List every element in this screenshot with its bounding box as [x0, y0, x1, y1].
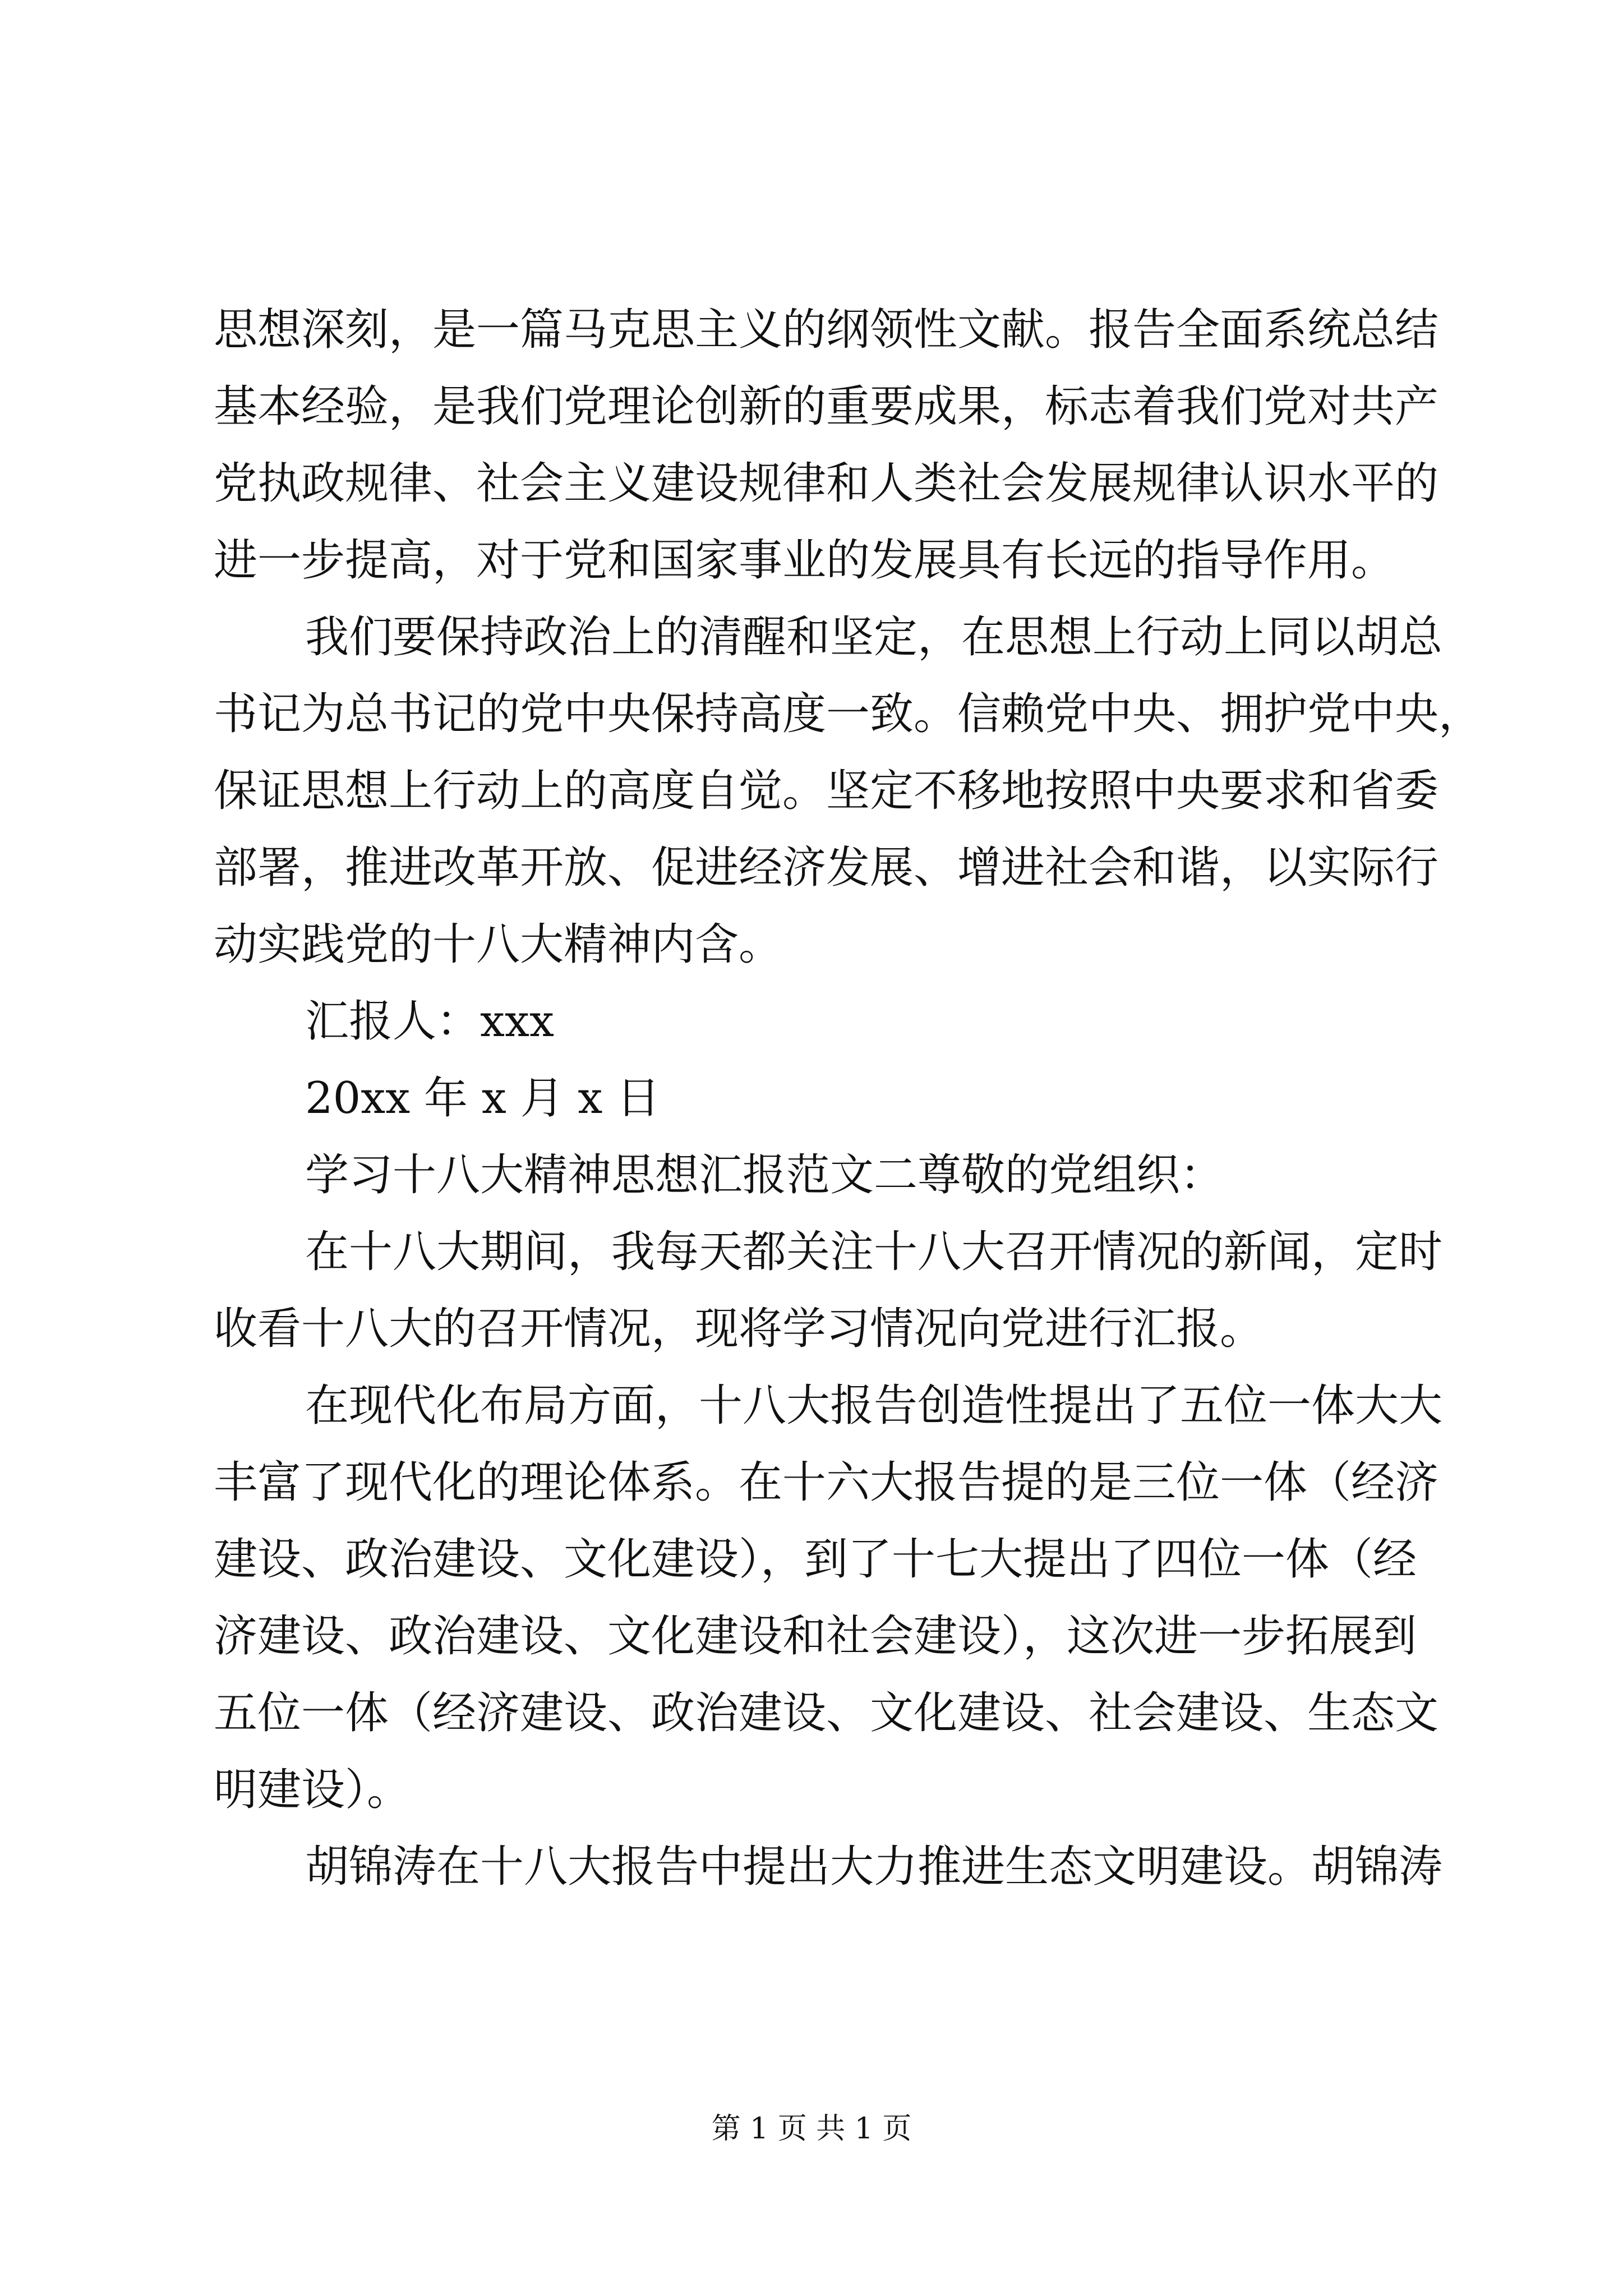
- text-line: 明建设）。: [214, 1765, 411, 1815]
- text-line: 保证思想上行动上的高度自觉。坚定不移地按照中央要求和省委: [214, 766, 1439, 816]
- text-line: 丰富了现代化的理论体系。在十六大报告提的是三位一体（经济: [214, 1457, 1439, 1508]
- text-line: 我们要保持政治上的清醒和坚定，在思想上行动上同以胡总: [305, 612, 1443, 662]
- document-body: [214, 292, 1483, 1906]
- text-line: 五位一体（经济建设、政治建设、文化建设、社会建设、生态文: [214, 1688, 1439, 1738]
- text-line: 在十八大期间，我每天都关注十八大召开情况的新闻，定时: [305, 1227, 1443, 1277]
- text-line: 建设、政治建设、文化建设），到了十七大提出了四位一体（经: [214, 1534, 1417, 1585]
- text-line: 济建设、政治建设、文化建设和社会建设），这次进一步拓展到: [214, 1611, 1417, 1662]
- reporter-line: 汇报人：xxx: [305, 996, 554, 1047]
- text-line: 动实践党的十八大精神内含。: [214, 919, 783, 970]
- text-line: 党执政规律、社会主义建设规律和人类社会发展规律认识水平的: [214, 458, 1439, 509]
- text-line: 在现代化布局方面，十八大报告创造性提出了五位一体大大: [305, 1381, 1443, 1431]
- text-line: 收看十八大的召开情况，现将学习情况向党进行汇报。: [214, 1304, 1264, 1354]
- text-line: 思想深刻，是一篇马克思主义的纲领性文献。报告全面系统总结: [214, 305, 1439, 355]
- text-line: 部署，推进改革开放、促进经济发展、增进社会和谐，以实际行: [214, 843, 1439, 893]
- text-line: 胡锦涛在十八大报告中提出大力推进生态文明建设。胡锦涛: [305, 1842, 1443, 1892]
- date-line: 20xx 年 x 月 x 日: [305, 1073, 661, 1124]
- text-line: 基本经验，是我们党理论创新的重要成果，标志着我们党对共产: [214, 381, 1439, 432]
- section-heading: 学习十八大精神思想汇报范文二尊敬的党组织：: [305, 1150, 1224, 1200]
- page-footer: 第 1 页 共 1 页: [711, 2112, 912, 2146]
- text-line: 书记为总书记的党中央保持高度一致。信赖党中央、拥护党中央，: [214, 689, 1483, 739]
- text-line: 进一步提高，对于党和国家事业的发展具有长远的指导作用。: [214, 535, 1395, 586]
